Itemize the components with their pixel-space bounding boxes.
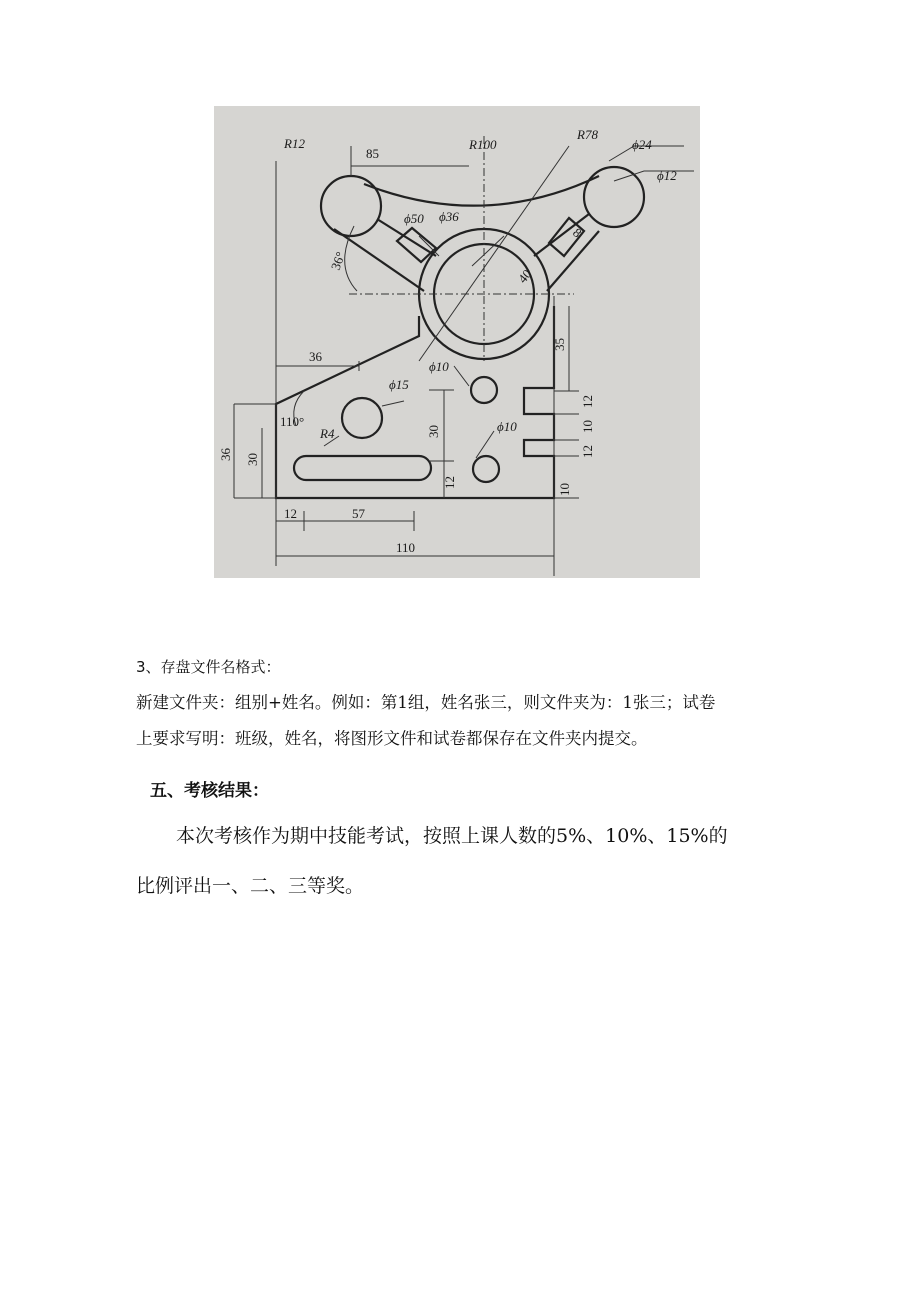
label-110: 110 (396, 540, 416, 555)
label-phi10-lower: ϕ10 (497, 419, 517, 434)
label-30-vertical: 30 (245, 453, 260, 466)
section3-title: 3、存盘文件名格式： (136, 658, 281, 676)
label-phi24: ϕ24 (632, 137, 652, 152)
label-phi12: ϕ12 (657, 168, 677, 183)
label-12-lower: 12 (442, 476, 457, 489)
label-57: 57 (352, 506, 365, 521)
technical-drawing-photo (214, 106, 700, 578)
section5-paragraph-line1: 本次考核作为期中技能考试，按照上课人数的5%、10%、15%的 (176, 825, 728, 847)
label-36-horizontal: 36 (309, 349, 322, 364)
technical-drawing (214, 106, 700, 578)
label-phi15: ϕ15 (389, 377, 409, 392)
label-8: 8 (570, 224, 585, 241)
label-12-b: 12 (580, 445, 595, 458)
section5-paragraph-line2: 比例评出一、二、三等奖。 (136, 875, 365, 897)
section3-line1: 新建文件夹：组别+姓名。例如：第1组，姓名张三，则文件夹为：1张三；试卷 (136, 693, 716, 712)
dimension-labels (218, 127, 677, 555)
label-r78: R78 (577, 127, 598, 142)
label-30-middle: 30 (426, 425, 441, 438)
label-10-b: 10 (557, 483, 572, 496)
label-35: 35 (552, 338, 567, 351)
label-110-deg: 110° (280, 414, 305, 429)
label-phi10-upper: ϕ10 (429, 359, 449, 374)
label-r100: R100 (469, 137, 497, 152)
section5-heading: 五、考核结果： (150, 781, 269, 801)
label-85: 85 (366, 146, 379, 161)
label-36-deg: 36° (327, 249, 349, 273)
label-phi36: ϕ36 (439, 209, 459, 224)
label-10-a: 10 (580, 420, 595, 433)
label-r12: R12 (284, 136, 305, 151)
section3-line2: 上要求写明：班级，姓名，将图形文件和试卷都保存在文件夹内提交。 (136, 729, 648, 748)
label-36-vertical: 36 (218, 448, 233, 461)
label-phi50: ϕ50 (404, 211, 424, 226)
label-12-a: 12 (580, 395, 595, 408)
label-40: 40 (514, 266, 535, 286)
label-r4: R4 (320, 426, 335, 441)
label-12-horizontal: 12 (284, 506, 297, 521)
